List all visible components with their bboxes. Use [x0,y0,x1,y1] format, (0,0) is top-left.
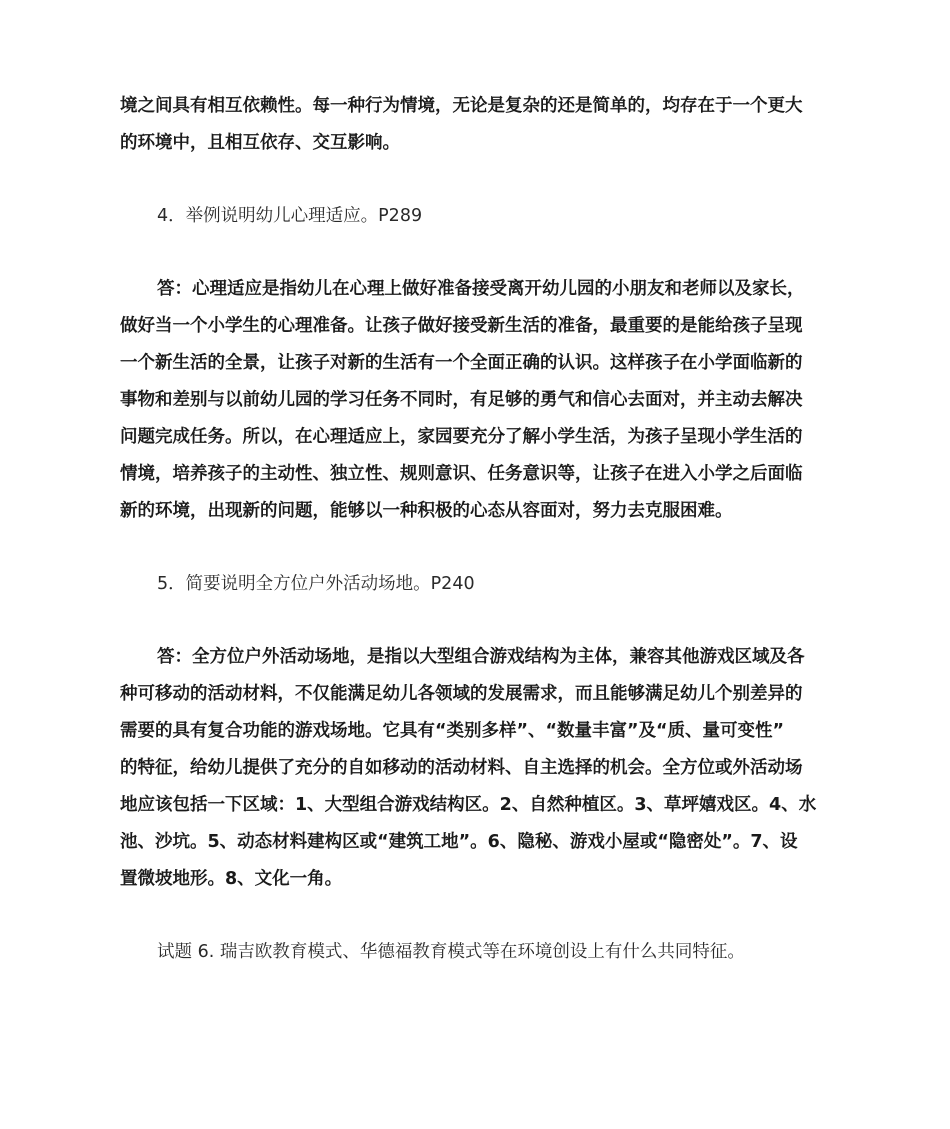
question-4-heading: 4．举例说明幼儿心理适应。P289 [157,206,423,226]
paragraph-line: 需要的具有复合功能的游戏场地。它具有“类别多样”、“数量丰富”及“质、量可变性” [120,721,785,741]
intro-paragraph [120,88,832,162]
paragraph-line: 境之间具有相互依赖性。每一种行为情境，无论是复杂的还是简单的，均存在于一个更大 [120,96,803,116]
paragraph-line: 种可移动的活动材料，不仅能满足幼儿各领域的发展需求，而且能够满足幼儿个别差异的 [120,684,803,704]
paragraph-line: 的环境中，且相互依存、交互影响。 [120,133,400,153]
paragraph-line: 地应该包括一下区域：1、大型组合游戏结构区。2、自然种植区。3、草坪嬉戏区。4、水 [120,795,817,815]
paragraph-line: 情境，培养孩子的主动性、独立性、规则意识、任务意识等，让孩子在进入小学之后面临 [120,464,803,484]
answer-5-paragraph [120,639,832,898]
paragraph-line: 的特征，给幼儿提供了充分的自如移动的活动材料、自主选择的机会。全方位或外活动场 [120,758,803,778]
answer-4-paragraph [120,271,832,530]
paragraph-line: 事物和差别与以前幼儿园的学习任务不同时，有足够的勇气和信心去面对，并主动去解决 [120,390,803,410]
paragraph-line: 答：全方位户外活动场地，是指以大型组合游戏结构为主体，兼容其他游戏区域及各 [157,647,805,667]
paragraph-line: 置微坡地形。8、文化一角。 [120,869,343,889]
question-6-heading: 试题 6. 瑞吉欧教育模式、华德福教育模式等在环境创设上有什么共同特征。 [157,942,745,962]
paragraph-line: 问题完成任务。所以，在心理适应上，家园要充分了解小学生活，为孩子呈现小学生活的 [120,427,803,447]
paragraph-line: 做好当一个小学生的心理准备。让孩子做好接受新生活的准备，最重要的是能给孩子呈现 [120,316,803,336]
document-page [120,88,832,971]
paragraph-line: 答：心理适应是指幼儿在心理上做好准备接受离开幼儿园的小朋友和老师以及家长， [157,279,805,299]
paragraph-line: 一个新生活的全景，让孩子对新的生活有一个全面正确的认识。这样孩子在小学面临新的 [120,353,803,373]
question-5-heading: 5．简要说明全方位户外活动场地。P240 [157,574,475,594]
paragraph-line: 新的环境，出现新的问题，能够以一种积极的心态从容面对，努力去克服困难。 [120,501,733,521]
paragraph-line: 池、沙坑。5、动态材料建构区或“建筑工地”。6、隐秘、游戏小屋或“隐密处”。7、设 [120,832,798,852]
